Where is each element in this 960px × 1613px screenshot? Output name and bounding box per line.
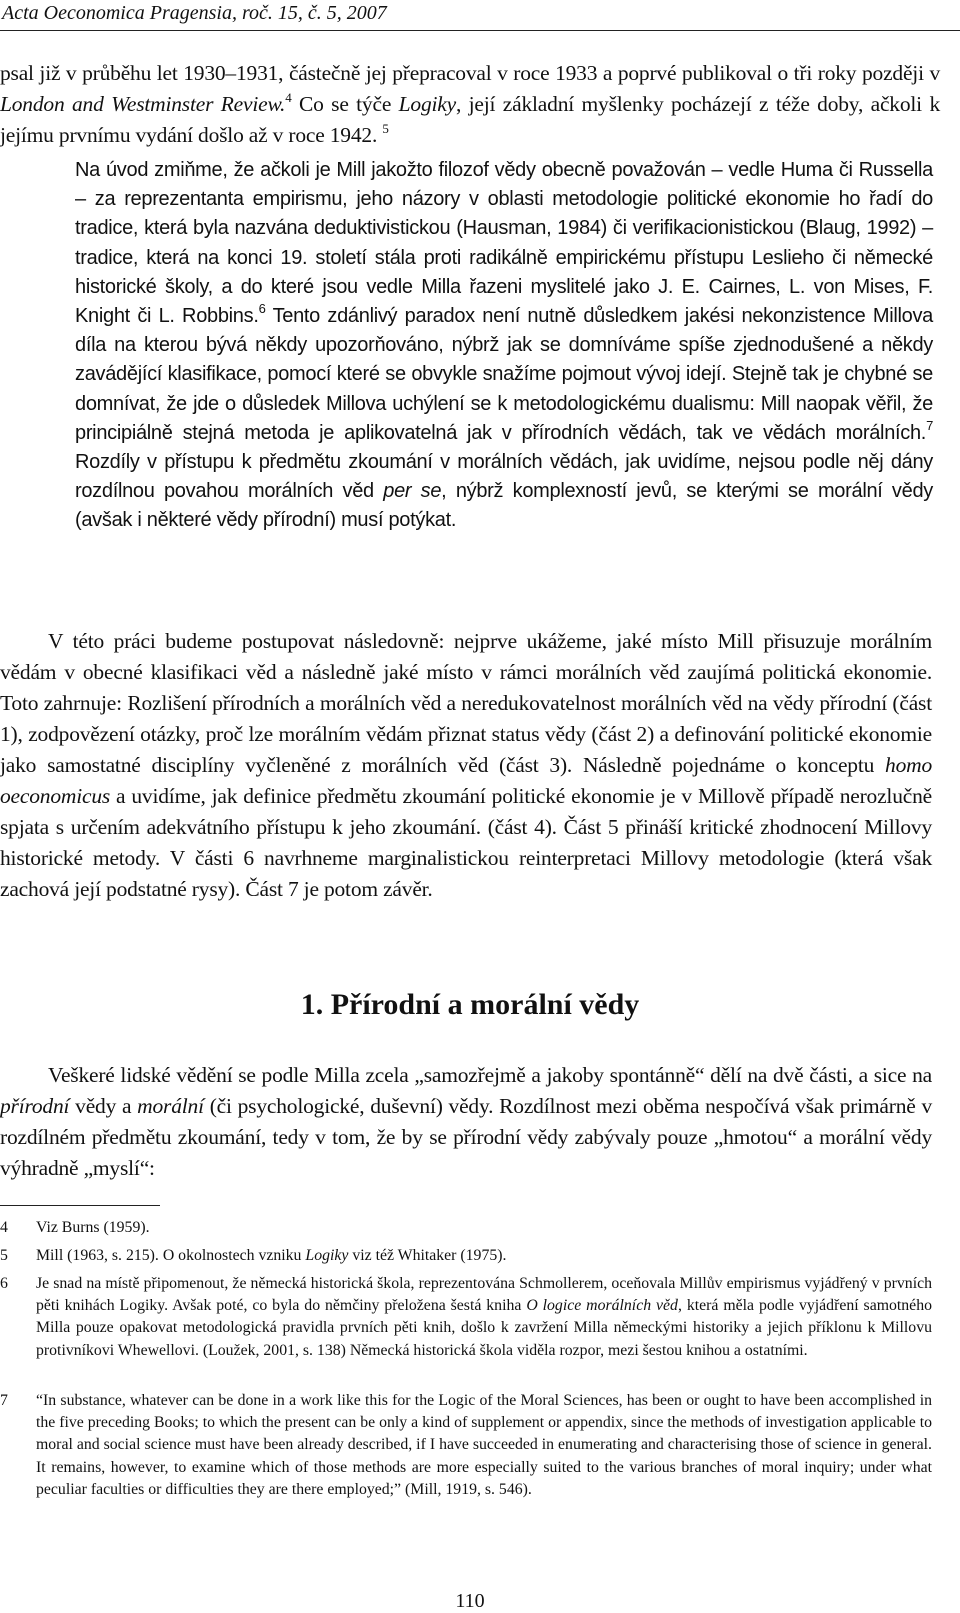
book-title: Logiky xyxy=(305,1247,349,1264)
book-title: Logiky xyxy=(398,92,456,116)
text: viz též Whitaker (1975). xyxy=(348,1247,507,1264)
paragraph-continuation xyxy=(0,58,940,151)
footnote-7 xyxy=(0,1390,932,1501)
term-natural: přírodní xyxy=(0,1094,70,1118)
footnote-rule xyxy=(0,1205,160,1206)
footnote-text xyxy=(36,1273,932,1362)
text: Na úvod zmiňme, že ačkoli je Mill jakožto filozof vědy obecně považován – vedle Huma či Russella – za reprezentanta empirismu, jeho názory v oblasti metodologie politické ekonomie ho řadí do tradice, která byla nazvána deduktivistickou (Hausman, 1984) či verifikacionistickou (Blaug, 1992) – tradice, která na konci 19. století stála proti radikálně empirickému přístupu Leslieho či německé historické školy, a do které jsou vedle Milla řazeni myslitelé jako J. E. Cairnes, L. von Mises, F. Knight či L. Robbins. xyxy=(75,159,933,328)
text: Mill (1963, s. 215). O okolnostech vzniku xyxy=(36,1247,306,1264)
footnote-ref-5[interactable]: 5 xyxy=(382,121,389,136)
footnote-text: Viz Burns (1959). xyxy=(36,1219,150,1236)
text: V této práci budeme postupovat následovně: nejprve ukážeme, jaké místo Mill přisuzuje morálním vědám v obecné klasifikaci věd a následně jaké místo v rámci morálních věd zaujímá politická ekonomie. Toto zahrnuje: Rozlišení přírodních a morálních věd a neredukovatelnost morálních věd na vědy přírodní (část 1), zodpovězení otázky, proč lze morálním vědám přiznat status vědy (část 2) a definování politické ekonomie jako samostatné disciplíny vyčleněné z morálních věd (část 3). Následně pojednáme o konceptu xyxy=(0,629,932,777)
text: , nýbrž komplexností jevů, se kterými se morální vědy (avšak i některé vědy přírodní) musí potýkat. xyxy=(75,480,933,532)
text: Tento zdánlivý paradox není nutně důsledkem jakési nekonzistence Millova díla na kterou bývá někdy upozorňováno, nýbrž jak se domníváme spíše zjednodušené a někdy zavádějící klasifikace, pomocí které se obvykle snažíme pojmout vývoj idejí. Stejně tak je chybné se domnívat, že jde o důsledek Millova uchýlení se k metodologickému dualismu: Mill naopak věřil, že principiálně stejná metoda je aplikovatelná jak v přírodních vědách, tak ve vědách morálních. xyxy=(75,305,933,444)
text: Co se týče xyxy=(291,92,399,116)
text: , její základní myšlenky pocházejí z téže doby, ačkoli k jejímu prvnímu vydání došlo až v roce 1942. xyxy=(0,92,940,147)
text: Rozdíly v přístupu k předmětu zkoumání v morálních vědách, jak uvidíme, nejsou podle něj dány rozdílnou povahou morálních věd xyxy=(75,451,933,503)
section-heading: 1. Přírodní a morální vědy xyxy=(300,988,640,1021)
paragraph-outline xyxy=(0,626,932,905)
text: Veškeré lidské vědění se podle Milla zcela „samozřejmě a jakoby spontánně“ dělí na dvě části, a sice na xyxy=(48,1063,932,1087)
text: psal již v průběhu let 1930–1931, částečně jej přepracoval v roce 1933 a poprvé publikoval o tři roky později v xyxy=(0,61,940,85)
footnote-number: 5 xyxy=(0,1247,8,1264)
footnote-5 xyxy=(0,1245,932,1267)
text: vědy a xyxy=(69,1094,138,1118)
footnote-4 xyxy=(0,1217,932,1239)
text: (či psychologické, duševní) vědy. Rozdílnost mezi oběma nespočívá však primárně v rozdílném předmětu zkoumání, tedy v tom, že by se přírodní vědy zabývaly pouze „hmotou“ a morální vědy výhradně „myslí“: xyxy=(0,1094,932,1180)
term-moral: morální xyxy=(137,1094,204,1118)
paragraph-introduction xyxy=(75,156,933,536)
footnote-ref-7[interactable]: 7 xyxy=(926,417,933,433)
text: Je snad na místě připomenout, že německá historická škola, reprezentována Schmollerem, oceňovala Millův empirismus vyjádřený v prvních pěti knihách Logiky. Avšak poté, co byla do němčiny přeložena šestá kniha xyxy=(36,1275,932,1315)
book-title: O logice morálních věd xyxy=(526,1297,678,1315)
footnote-ref-6[interactable]: 6 xyxy=(258,301,266,317)
footnote-number: 4 xyxy=(0,1219,8,1236)
journal-title: London and Westminster Review. xyxy=(0,92,286,116)
text: a uvidíme, jak definice předmětu zkoumání politické ekonomie je v Millově případě nerozlučně spjata s určením adekvátního přístupu k jeho zkoumání. (část 4). Část 5 přináší kritické zhodnocení Millovy historické metody. V části 6 navrhneme marginalistickou reinterpretaci Millovy metodologie (která však zachová její podstatné rysy). Část 7 je potom závěr. xyxy=(0,784,932,901)
paragraph-section-1 xyxy=(0,1060,932,1184)
page-number: 110 xyxy=(455,1590,485,1612)
header-rule xyxy=(0,30,960,31)
running-header: Acta Oeconomica Pragensia, roč. 15, č. 5, 2007 xyxy=(2,2,387,24)
latin-phrase: per se xyxy=(383,480,442,503)
term-homo-oeconomicus: homo oeconomicus xyxy=(0,753,932,808)
footnote-number: 7 xyxy=(0,1392,8,1409)
footnote-number: 6 xyxy=(0,1275,8,1292)
text: , která měla podle vyjádření samotného Milla pouze opakovat metodologická pravidla prvních pěti knih, došlo k zavržení Milla německými historiky a jejich příklonu k Millovu protivníkovi Whewellovi. (Loužek, 2001, s. 138) Německá historická škola viděla rozpor, mezi šestou knihou a ostatními. xyxy=(36,1297,932,1359)
footnote-text: “In substance, whatever can be done in a work like this for the Logic of the Moral Sciences, has been or ought to have been accomplished in the five preceding Books; to which the present can be only a kind of supplement or appendix, since the methods of investigation applicable to moral and social science must have been already described, if I have succeeded in enumerating and characterising those of science in general. It remains, however, to examine which of those methods are more especially suited to the various branches of moral inquiry; under what peculiar faculties or difficulties they are there employed;” (Mill, 1919, s. 546). xyxy=(36,1392,932,1498)
footnote-text xyxy=(36,1245,932,1267)
footnote-ref-4[interactable]: 4 xyxy=(285,90,292,105)
footnote-6 xyxy=(0,1273,932,1362)
